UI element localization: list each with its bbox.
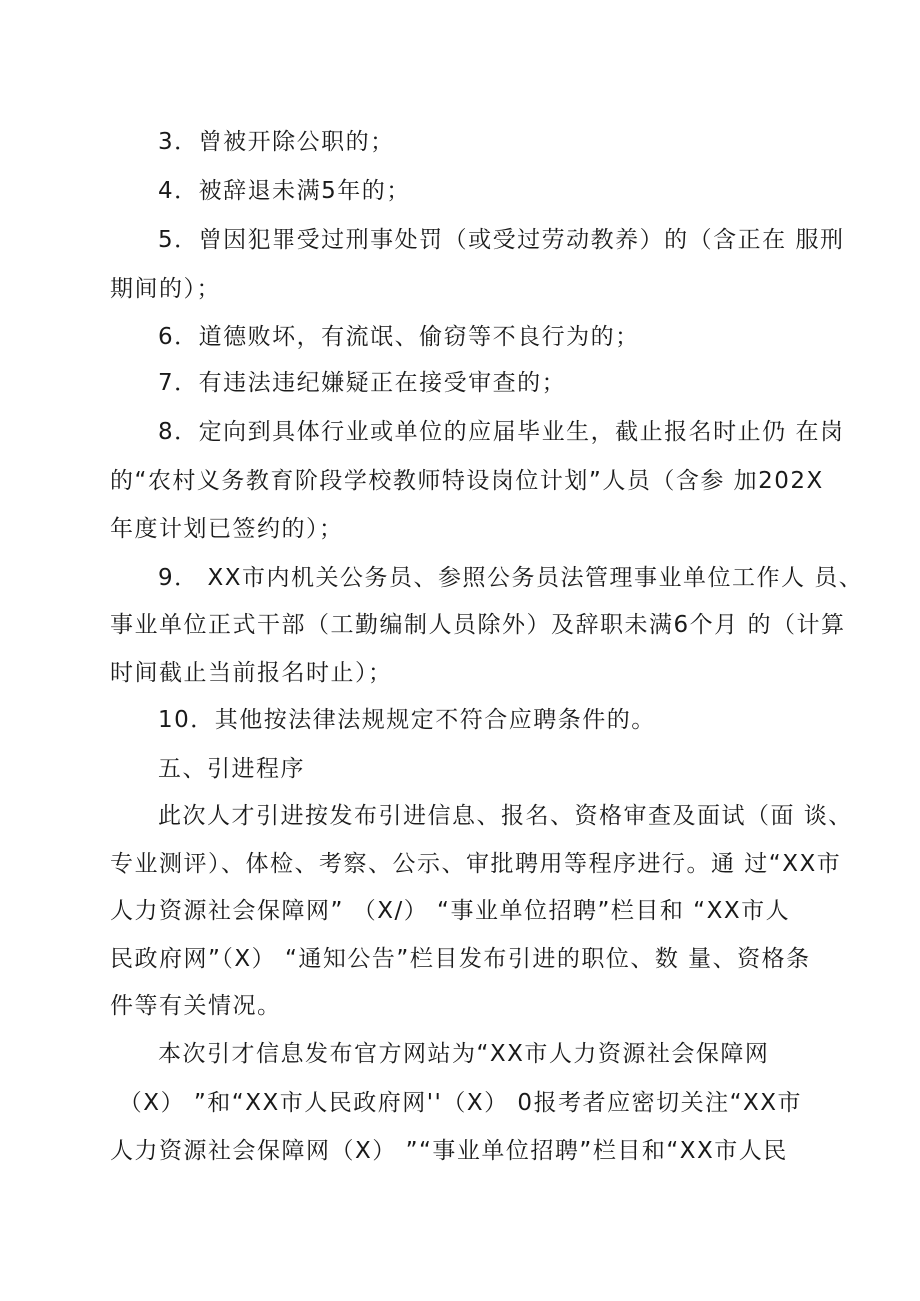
list-item-5-cont: 期间的）； bbox=[110, 276, 221, 302]
paragraph-line: 人力资源社会保障网（X） ”“事业单位招聘”栏目和“XX市人民 bbox=[110, 1138, 788, 1164]
list-item-9-cont-2: 时间截止当前报名时止）； bbox=[110, 660, 393, 686]
list-item-7: 7．有违法违纪嫌疑正在接受审查的； bbox=[158, 370, 567, 396]
paragraph-line: 件等有关情况。 bbox=[110, 993, 282, 1019]
paragraph-line: 专业测评）、体检、考察、公示、审批聘用等程序进行。通 过“XX市 bbox=[110, 851, 842, 877]
list-item-3: 3．曾被开除公职的； bbox=[158, 129, 395, 155]
paragraph-line: 此次人才引进按发布引进信息、报名、资格审查及面试（面 谈、 bbox=[158, 803, 853, 829]
list-item-8-cont-2: 年度计划已签约的）； bbox=[110, 516, 344, 542]
list-item-4: 4．被辞退未满5年的； bbox=[158, 178, 411, 204]
list-item-8: 8．定向到具体行业或单位的应届毕业生，截止报名时止仍 在岗 bbox=[158, 419, 845, 445]
list-item-8-cont-1: 的“农村义务教育阶段学校教师特设岗位计划”人员（含参 加202X bbox=[110, 468, 824, 494]
paragraph-line: 民政府网”（X） “通知公告”栏目发布引进的职位、数 量、资格条 bbox=[110, 946, 811, 972]
list-item-9-cont-1: 事业单位正式干部（工勤编制人员除外）及辞职未满6个月 的（计算 bbox=[110, 612, 846, 638]
paragraph-line: 人力资源社会保障网” （X/） “事业单位招聘”栏目和 “XX市人 bbox=[110, 898, 791, 924]
paragraph-line: 本次引才信息发布官方网站为“XX市人力资源社会保障网 bbox=[158, 1041, 770, 1067]
list-item-10: 10．其他按法律法规规定不符合应聘条件的。 bbox=[158, 707, 656, 733]
list-item-9: 9． XX市内机关公务员、参照公务员法管理事业单位工作人 员、 bbox=[158, 565, 864, 591]
section-heading: 五、引进程序 bbox=[158, 756, 305, 782]
paragraph-line: （X） ”和“XX市人民政府网''（X） 0报考者应密切关注“XX市 bbox=[110, 1090, 802, 1116]
list-item-5: 5．曾因犯罪受过刑事处罚（或受过劳动教养）的（含正在 服刑 bbox=[158, 227, 845, 253]
list-item-6: 6．道德败坏，有流氓、偷窃等不良行为的； bbox=[158, 324, 640, 350]
